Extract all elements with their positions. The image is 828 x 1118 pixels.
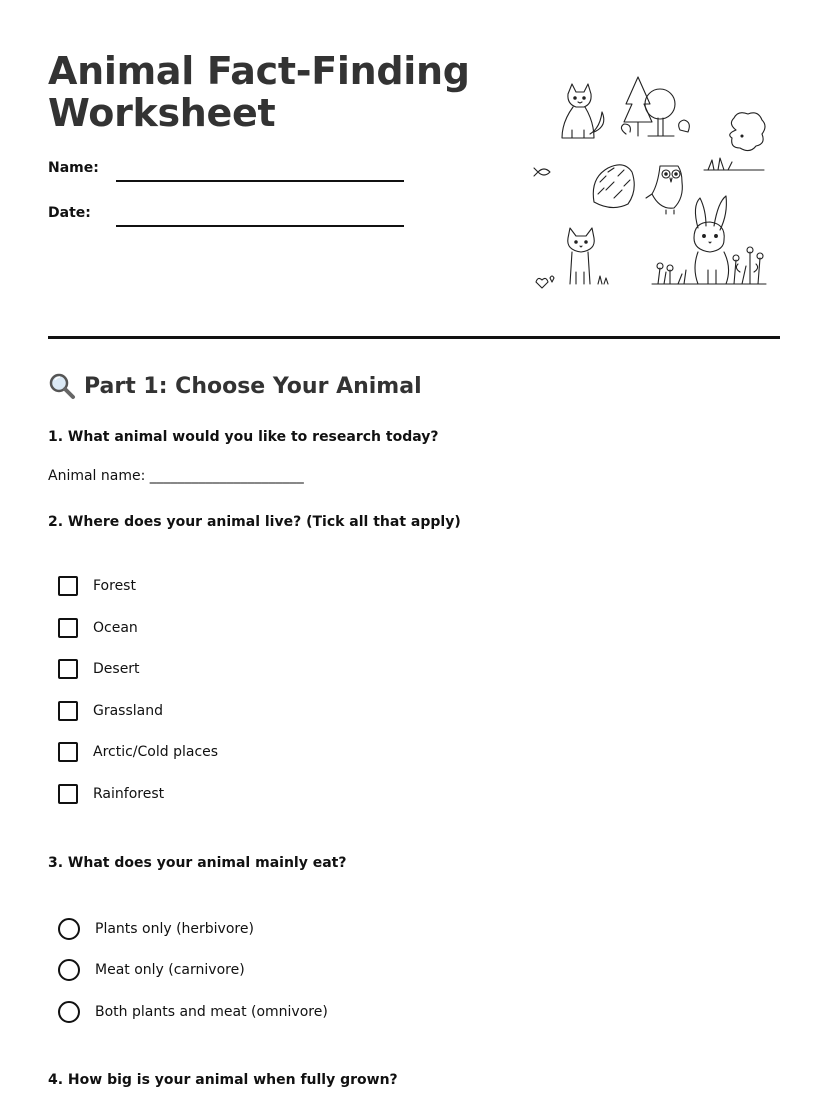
- question-1: 1. What animal would you like to research today?: [48, 429, 439, 445]
- name-field[interactable]: [116, 180, 404, 182]
- part-1-title: Part 1: Choose Your Animal: [84, 373, 422, 399]
- checkbox-option-forest[interactable]: [58, 574, 136, 598]
- question-2: 2. Where does your animal live? (Tick all that apply): [48, 514, 461, 530]
- title-line-2: Worksheet: [48, 91, 276, 135]
- radio-option-omnivore[interactable]: [58, 1000, 328, 1024]
- animal-name-field[interactable]: Animal name: ______________________: [48, 468, 304, 484]
- name-label: Name:: [48, 160, 99, 176]
- radio-button[interactable]: [58, 959, 80, 981]
- checkbox[interactable]: [58, 701, 78, 721]
- option-label: Grassland: [93, 703, 163, 719]
- checkbox[interactable]: [58, 576, 78, 596]
- woodland-animals-illustration: [528, 72, 772, 292]
- magnifying-glass-icon: [48, 372, 76, 400]
- section-divider: [48, 336, 780, 339]
- part-1-heading: [48, 372, 422, 400]
- date-label: Date:: [48, 205, 91, 221]
- option-label: Desert: [93, 661, 140, 677]
- option-label: Rainforest: [93, 786, 165, 802]
- sheep-drawing: [704, 113, 765, 170]
- option-label: Both plants and meat (omnivore): [95, 1004, 328, 1020]
- flowers-drawing: [652, 247, 766, 284]
- question-3: 3. What does your animal mainly eat?: [48, 855, 347, 871]
- checkbox[interactable]: [58, 784, 78, 804]
- checkbox-option-rainforest[interactable]: [58, 782, 164, 806]
- checkbox-option-grassland[interactable]: [58, 699, 163, 723]
- page-title: [48, 50, 470, 134]
- radio-button[interactable]: [58, 918, 80, 940]
- option-label: Ocean: [93, 620, 138, 636]
- option-label: Meat only (carnivore): [95, 962, 245, 978]
- owl-drawing: [646, 166, 682, 214]
- trees-drawing: [621, 77, 689, 136]
- checkbox[interactable]: [58, 659, 78, 679]
- checkbox[interactable]: [58, 742, 78, 762]
- hedgehog-drawing: [593, 165, 634, 208]
- cat-drawing: [536, 228, 608, 288]
- radio-option-carnivore[interactable]: [58, 958, 245, 982]
- radio-button[interactable]: [58, 1001, 80, 1023]
- radio-option-herbivore[interactable]: [58, 917, 254, 941]
- checkbox[interactable]: [58, 618, 78, 638]
- rabbit-drawing: [694, 196, 729, 284]
- date-field[interactable]: [116, 225, 404, 227]
- option-label: Forest: [93, 578, 136, 594]
- fox-drawing: [562, 84, 604, 138]
- checkbox-option-desert[interactable]: [58, 657, 140, 681]
- option-label: Arctic/Cold places: [93, 744, 219, 760]
- checkbox-option-ocean[interactable]: [58, 616, 138, 640]
- option-label: Plants only (herbivore): [95, 921, 254, 937]
- question-4: 4. How big is your animal when fully grown?: [48, 1072, 398, 1088]
- title-line-1: Animal Fact-Finding: [48, 49, 470, 93]
- fish-drawing: [534, 168, 550, 176]
- checkbox-option-arctic[interactable]: [58, 740, 218, 764]
